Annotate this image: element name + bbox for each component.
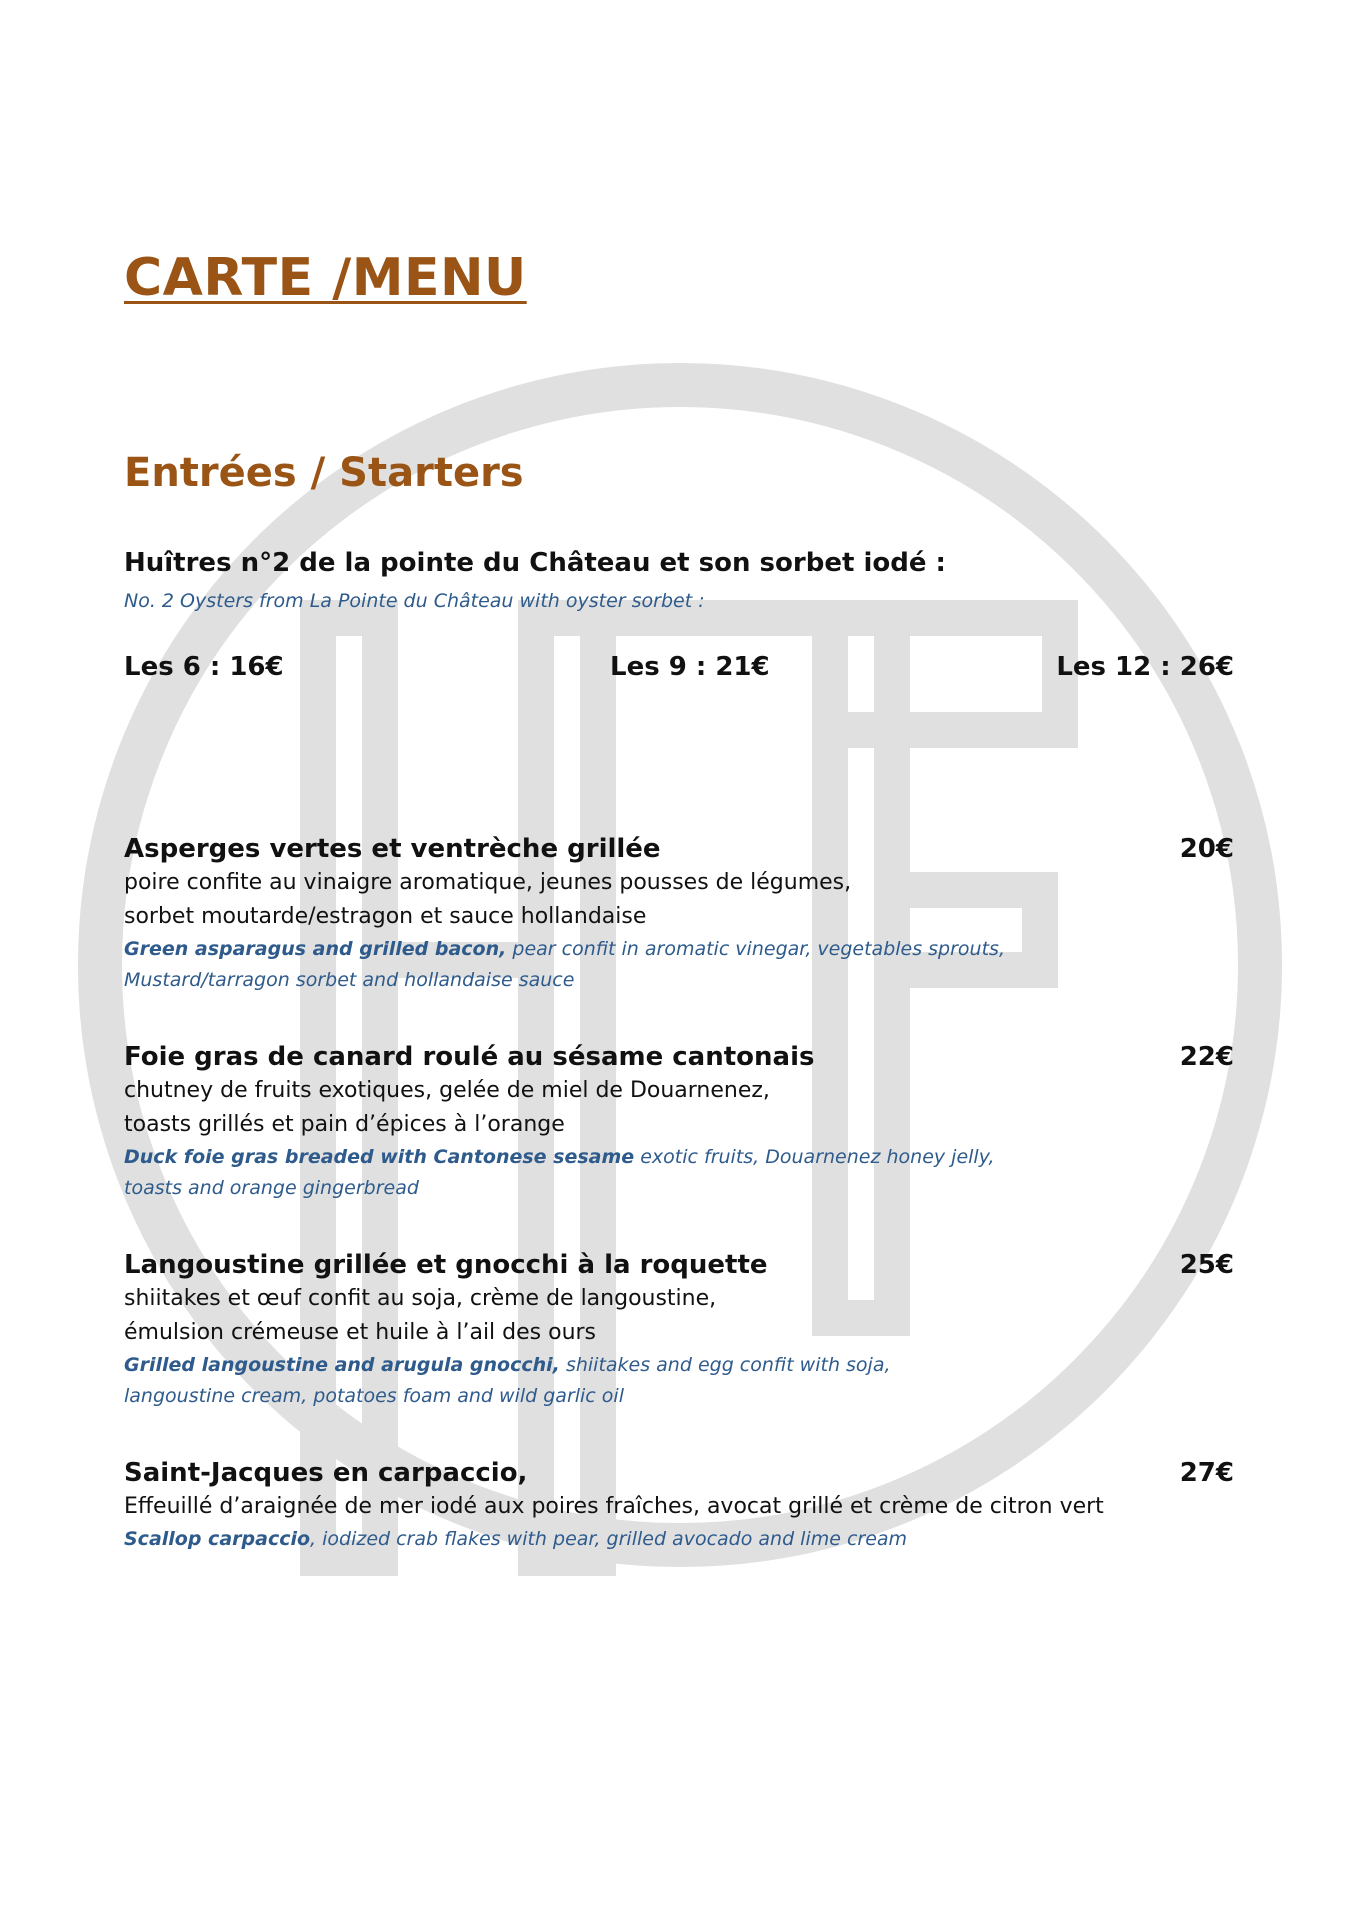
- dish-description-fr: émulsion crémeuse et huile à l’ail des ours: [124, 1320, 597, 1345]
- dish-description-en: langoustine cream, potatoes foam and wild garlic oil: [124, 1385, 624, 1407]
- oysters-price-6: Les 6 : 16€: [124, 652, 284, 682]
- dish-description-fr: sorbet moutarde/estragon et sauce hollandaise: [124, 904, 647, 929]
- dish-description-en: Grilled langoustine and arugula gnocchi, shiitakes and egg confit with soja,: [124, 1354, 891, 1376]
- page-title: CARTE /MENU: [124, 248, 527, 308]
- dish-name: Saint-Jacques en carpaccio,: [124, 1458, 528, 1488]
- menu-item: [124, 1456, 1234, 1555]
- dish-description-en: Green asparagus and grilled bacon, pear confit in aromatic vinegar, vegetables sprouts,: [124, 938, 1005, 960]
- menu-item: [124, 1040, 1234, 1204]
- dish-description-fr: poire confite au vinaigre aromatique, jeunes pousses de légumes,: [124, 870, 852, 895]
- dish-description-fr: chutney de fruits exotiques, gelée de miel de Douarnenez,: [124, 1078, 770, 1103]
- dish-description-en: Duck foie gras breaded with Cantonese sesame exotic fruits, Douarnenez honey jelly,: [124, 1146, 995, 1168]
- oysters-english: No. 2 Oysters from La Pointe du Château with oyster sorbet :: [124, 590, 705, 612]
- menu-item: [124, 1248, 1234, 1412]
- dish-description-fr: Effeuillé d’araignée de mer iodé aux poires fraîches, avocat grillé et crème de citron vert: [124, 1494, 1104, 1519]
- dish-description-fr: toasts grillés et pain d’épices à l’orange: [124, 1112, 565, 1137]
- dish-price: 27€: [1179, 1458, 1234, 1488]
- oysters-name: Huîtres n°2 de la pointe du Château et son sorbet iodé :: [124, 548, 946, 578]
- oysters-price-9: Les 9 : 21€: [610, 652, 770, 682]
- dish-name: Langoustine grillée et gnocchi à la roquette: [124, 1250, 768, 1280]
- dish-description-en: Mustard/tarragon sorbet and hollandaise sauce: [124, 969, 575, 991]
- oysters-price-12: Les 12 : 26€: [1056, 652, 1234, 682]
- dish-price: 22€: [1179, 1042, 1234, 1072]
- dish-price: 20€: [1179, 834, 1234, 864]
- dish-name: Asperges vertes et ventrèche grillée: [124, 834, 661, 864]
- dish-description-en: toasts and orange gingerbread: [124, 1177, 419, 1199]
- dish-description-fr: shiitakes et œuf confit au soja, crème de langoustine,: [124, 1286, 717, 1311]
- section-title-starters: Entrées / Starters: [124, 450, 524, 496]
- dish-description-en: Scallop carpaccio, iodized crab flakes with pear, grilled avocado and lime cream: [124, 1528, 908, 1550]
- menu-item: [124, 832, 1234, 996]
- dish-name: Foie gras de canard roulé au sésame cantonais: [124, 1042, 815, 1072]
- dish-price: 25€: [1179, 1250, 1234, 1280]
